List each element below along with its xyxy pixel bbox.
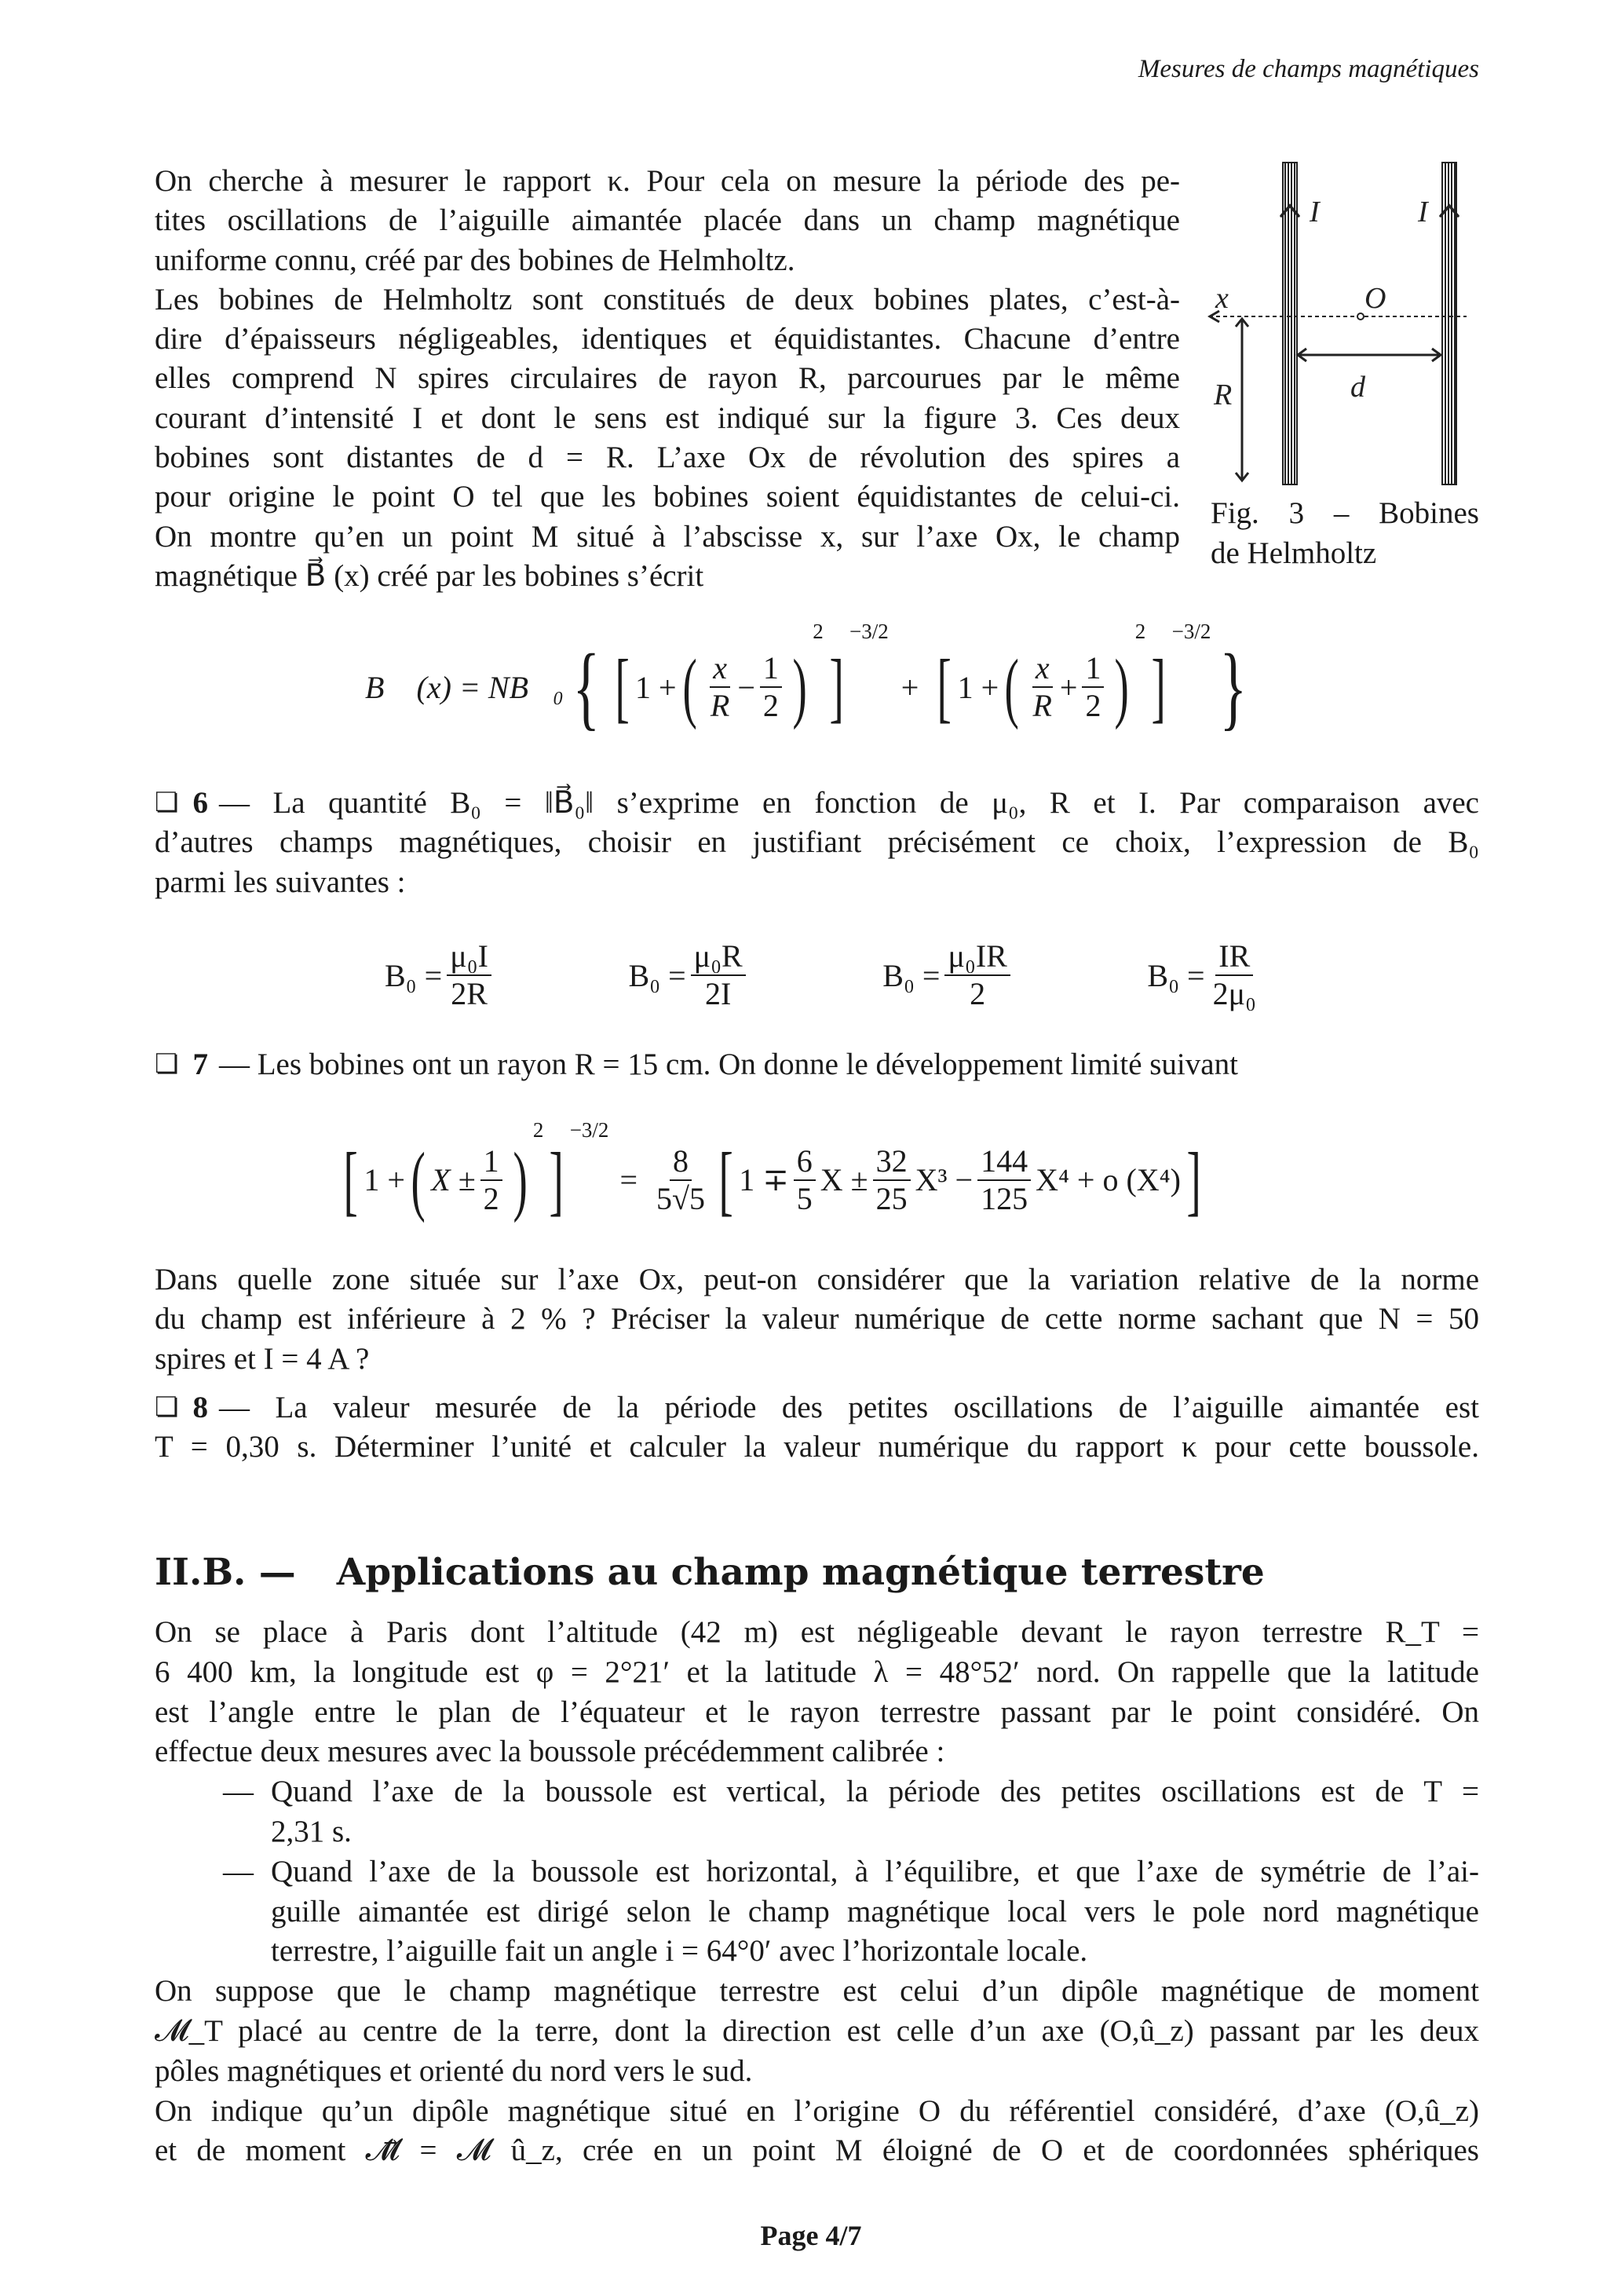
checkbox-icon: ❏ — [155, 788, 179, 817]
figure-caption — [1211, 493, 1479, 573]
running-header: Mesures de champs magnétiques — [1138, 55, 1479, 83]
text-line: On cherche à mesurer le rapport κ. Pour cela on mesure la période des pe- — [155, 164, 1180, 198]
page-number: Page 4/7 — [760, 2220, 862, 2251]
question-8 — [155, 1388, 1479, 1468]
question-number: 8 — [192, 1391, 208, 1424]
text-line: On se place à Paris dont l’altitude (42 m) est négligeable devant le rayon terrestre R_T = — [155, 1615, 1479, 1649]
text-line: Dans quelle zone située sur l’axe Ox, peut-on considérer que la variation relative de la norme — [155, 1263, 1479, 1296]
helmholtz-coils-figure — [1193, 149, 1484, 495]
option-1: B₀ = $\frac{\text{μ₀I}}{2R}$ — [385, 938, 496, 1012]
caption-line: Fig. 3 – Bobines — [1211, 496, 1479, 530]
label-origin: O — [1364, 282, 1386, 315]
text-line: On indique qu’un dipôle magnétique situé en l’origine O du référentiel considéré, d’axe (O,û_z) — [155, 2093, 1479, 2128]
brace-close: } — [1219, 634, 1248, 739]
fraction: $\frac{x}{R}$ — [710, 650, 730, 723]
b0-options — [385, 938, 1264, 1012]
eq-term: 1 + — [635, 669, 677, 705]
text-line: magnétique B⃗ (x) créé par les bobines s’écrit — [155, 558, 704, 593]
checkbox-icon: ❏ — [155, 1050, 179, 1079]
paris-paragraphs — [155, 1613, 1479, 2171]
field-equation: B⃗ (x) = NB⃗₀ { [ 1 + ( $\frac{x}{R}$ − $\frac{1}{2}$ ) 2 ] −3/2 + [ 1 + ( $\frac{x}{R}$ + $\frac{1}{2}$ ) 2 ] −3/2 } — [365, 620, 1248, 739]
question-7-text — [155, 1260, 1479, 1379]
option-3: B₀ = $\frac{\text{μ₀IR}}{2}$ — [882, 938, 1015, 1012]
text-line: T = 0,30 s. Déterminer l’unité et calculer la valeur numérique du rapport κ pour cette boussole. — [155, 1430, 1479, 1464]
section-title: Applications au champ magnétique terrestre — [336, 1551, 1265, 1594]
text-line: uniforme connu, créé par des bobines de Helmholtz. — [155, 243, 795, 277]
question-number: 7 — [192, 1047, 208, 1081]
text-line: — La quantité B₀ = ‖B⃗₀‖ s’exprime en fonction de μ₀, R et I. Par comparaison avec — [218, 786, 1479, 820]
intro-paragraphs — [155, 162, 1180, 596]
fraction: $\frac{1}{2}$ — [760, 650, 782, 724]
checkbox-icon: ❏ — [155, 1393, 179, 1422]
text-line: du champ est inférieure à 2 % ? Préciser la valeur numérique de cette norme sachant que N = 50 — [155, 1302, 1479, 1336]
text-line: parmi les suivantes : — [155, 865, 406, 899]
text-line: — La valeur mesurée de la période des petites oscillations de l’aiguille aimantée est — [218, 1391, 1479, 1424]
text-line: d’autres champs magnétiques, choisir en justifiant précisément ce choix, l’expression de B₀ — [155, 825, 1479, 860]
eq-lhs: B⃗ (x) = NB⃗₀ — [365, 669, 564, 705]
question-7 — [155, 1045, 1479, 1084]
text-line: dire d’épaisseurs négligeables, identiques et équidistantes. Chacune d’entre — [155, 322, 1180, 356]
option-2: B₀ = $\frac{\text{μ₀R}}{2I}$ — [628, 938, 750, 1012]
taylor-expansion: [ 1 + ( X ± $\frac{1}{2}$ ) 2 ] −3/2 = $\frac{8}{5√5}$ [ 1 ∓ $\frac{6}{5}$ X ± $\frac{32}{25}$ X³ − $\frac{144}{125}$ X⁴ + o (X⁴) ] — [343, 1118, 1201, 1223]
text-line: est l’angle entre le plan de l’équateur et le rayon terrestre passant par le point considéré. On — [155, 1695, 1479, 1729]
text-line: pôles magnétiques et orienté du nord vers le sud. — [155, 2053, 753, 2088]
text-line: bobines sont distantes de d = R. L’axe Ox de révolution des spires a — [155, 441, 1180, 475]
fraction: $\frac{x}{R}$ — [1032, 650, 1052, 723]
question-number: 6 — [192, 786, 208, 820]
brace-open: { — [572, 634, 601, 739]
text-line: et de moment 𝓜⃗ = 𝓜 û_z, crée en un point M éloigné de O et de coordonnées sphériques — [155, 2133, 1479, 2168]
section-number: II.B. — — [155, 1551, 296, 1594]
text-line: pour origine le point O tel que les bobines soient équidistantes de celui-ci. — [155, 480, 1180, 514]
option-4: B₀ = $\frac{IR}{\text{2μ₀}}$ — [1147, 938, 1256, 1011]
text-line: spires et I = 4 A ? — [155, 1341, 370, 1376]
section-heading — [155, 1551, 1265, 1594]
text-line: effectue deux mesures avec la boussole précédemment calibrée : — [155, 1735, 945, 1769]
caption-line: de Helmholtz — [1211, 536, 1377, 570]
origin-point — [1357, 313, 1364, 320]
label-radius: R — [1214, 378, 1233, 411]
label-current-left: I — [1310, 196, 1320, 229]
text-line: elles comprend N spires circulaires de rayon R, parcourues par le même — [155, 361, 1180, 396]
text-line: On montre qu’en un point M situé à l’abscisse x, sur l’axe Ox, le champ — [155, 519, 1180, 554]
list-item: — Quand l’axe de la boussole est horizontal, à l’équilibre, et que l’axe de symétrie de l’ai- guille aimantée est dirigé selon le champ magnétique local vers le pole nord magnétique terrestre, l’aiguille fait un angle i = 64°0′ avec l’horizontale locale. — [223, 1854, 1479, 1969]
fraction: $\frac{1}{2}$ — [1082, 650, 1104, 724]
question-6 — [155, 784, 1479, 902]
text-line: courant d’intensité I et dont le sens est indiqué sur la figure 3. Ces deux — [155, 400, 1180, 435]
text-line: Les bobines de Helmholtz sont constitués de deux bobines plates, c’est-à- — [155, 282, 1180, 316]
label-x: x — [1215, 282, 1229, 315]
text-line: — Les bobines ont un rayon R = 15 cm. On donne le développement limité suivant — [218, 1047, 1238, 1081]
text-line: 6 400 km, la longitude est φ = 2°21′ et la latitude λ = 48°52′ nord. On rappelle que la latitude — [155, 1654, 1479, 1689]
list-item: — Quand l’axe de la boussole est vertical, la période des petites oscillations est de T = 2,31 s. — [223, 1775, 1479, 1848]
text-line: tites oscillations de l’aiguille aimantée placée dans un champ magnétique — [155, 203, 1180, 238]
label-distance: d — [1350, 371, 1365, 404]
text-line: On suppose que le champ magnétique terrestre est celui d’un dipôle magnétique de moment — [155, 1974, 1479, 2009]
label-current-right: I — [1418, 196, 1428, 229]
text-line: 𝓜_T placé au centre de la terre, dont la direction est celle d’un axe (O,û_z) passant par les deux — [155, 2013, 1479, 2048]
